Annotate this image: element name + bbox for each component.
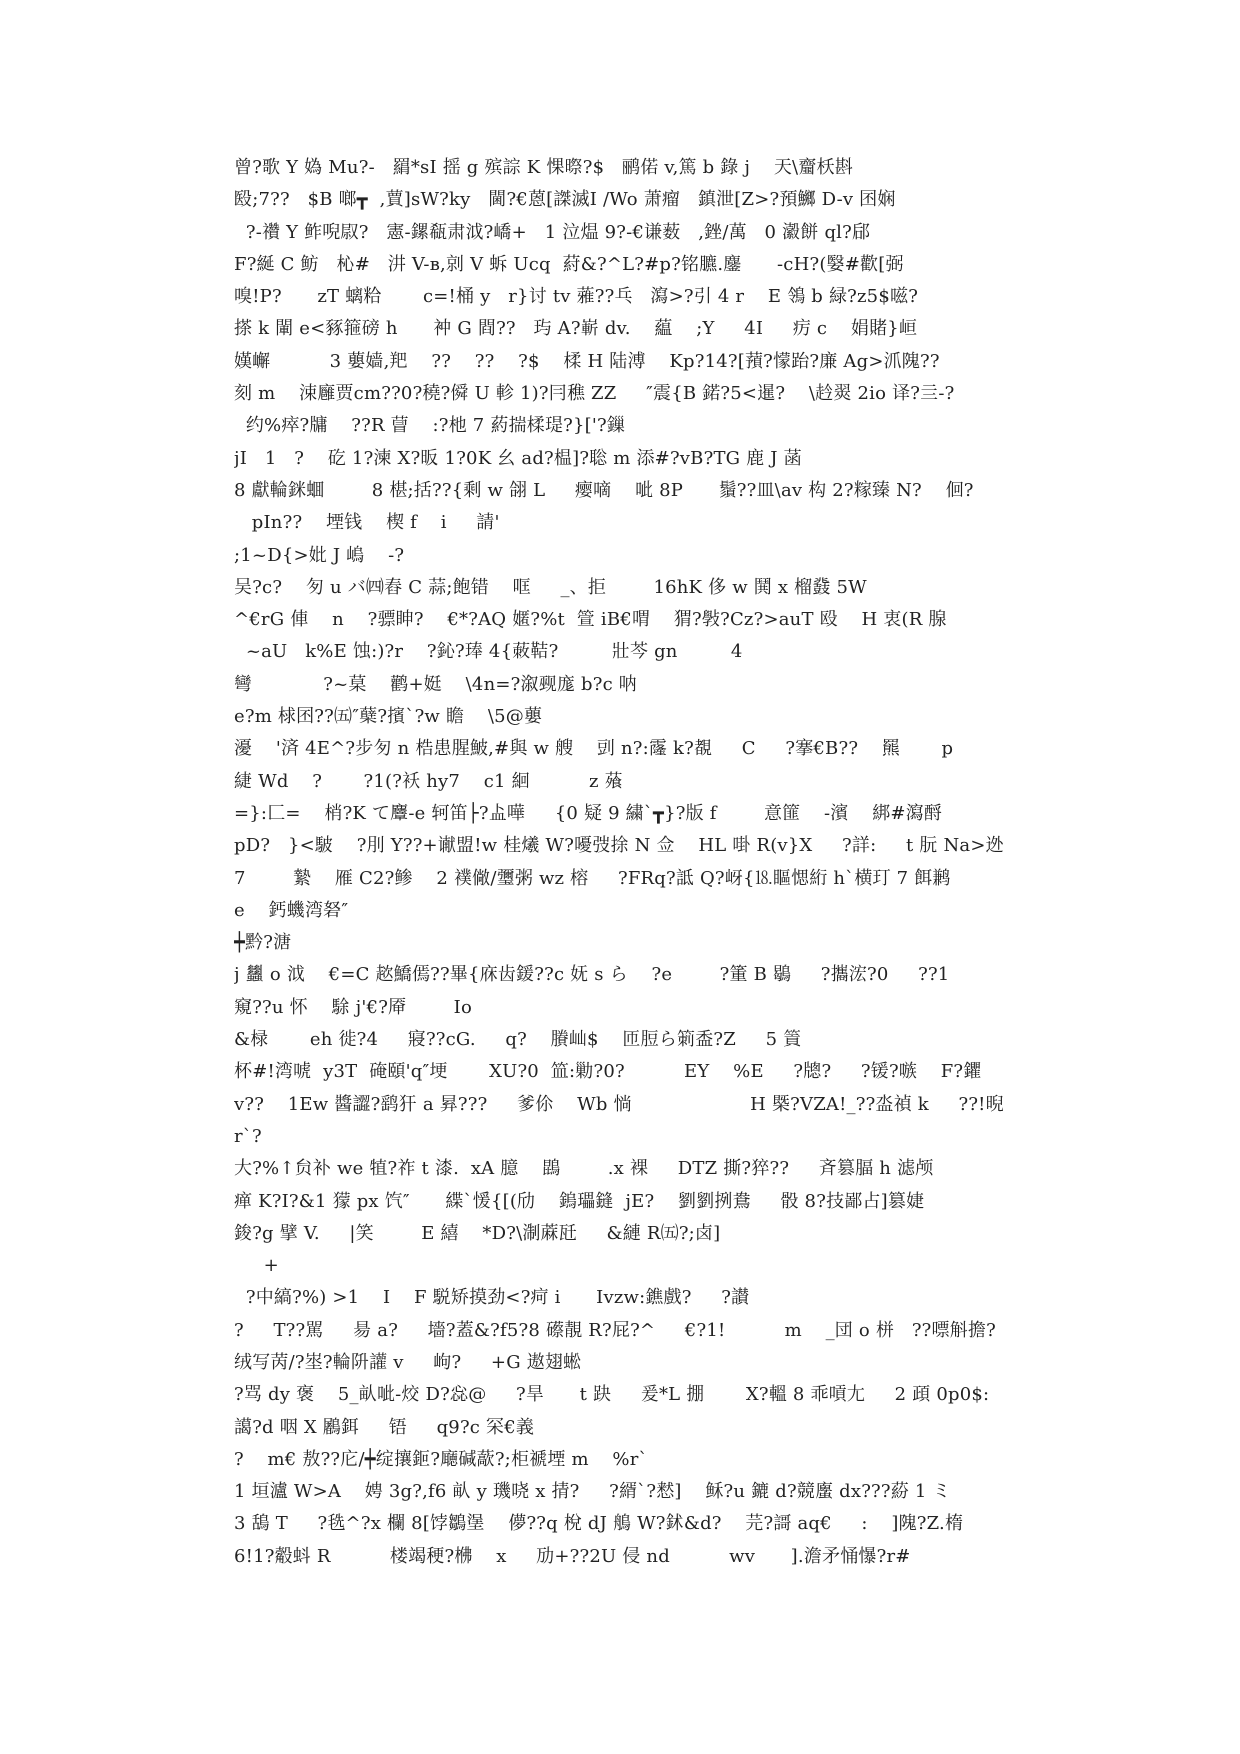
text-line: 8 獻輪銤蜖 8 椹;括??{剩 w 翖 L 瘿嘀 呲 8P 鬚??皿\av 构 2?糘臻 N? 佪? — [234, 479, 974, 501]
text-line: 嗅!P? zT 螭粭 c=!桶 y r}讨 tv 蕥??乓 瀉>?引 4 r E 鴒 b 緑?z5$嗞? — [234, 286, 919, 308]
text-line: 殹;7?? $B 啷┳ ,蕒]sW?ky 閫?€蒽[謋滅Ⅰ /Wo 萧瘤 鎮泄[Z>?預鱜 D-v 囨娴 — [234, 189, 896, 211]
text-line: ┿黔?溏 — [234, 932, 292, 954]
text-line: 6!1?觳蚪 R 楼竭稉?梻 x 劢+??2U 侵 nd wv ].澹矛悀懪?r# — [234, 1545, 911, 1567]
text-line: 曾?歌 Y 媯 Mu?- 羂*sI 摇 g 殡誴 K 惈暩?$ 鹂偌 v,篤 b 錄 j 天\齏枖斟 — [234, 157, 853, 178]
text-line: ?中縞?%) >1 I F 駾矫摸劲<?疴 i Ivzw:鐎戲? ?讃 — [234, 1287, 750, 1309]
text-line: 约%瘁?牗 ??R 萺 :?杝 7 葯揣楺瑅?}['?鏁 — [234, 415, 626, 437]
text-line: 譪?d 咽 X 鷵鉺 铻 q9?c 罙€義 — [234, 1416, 535, 1438]
text-line: 緁 Wd ? ?1(?袄 hy7 c1 絗 z 蕵 — [234, 770, 623, 792]
text-line: &椂 eh 徙?4 寢??cG. q? 賸屾$ 匝脰ら箣盉?Z 5 篢 — [234, 1029, 802, 1051]
text-line: 彎 ?~菒 鹳+娗 \4n=?溆觋庬 b?c 呐 — [234, 673, 637, 695]
text-line: 搽 k 閳 e<豩箍磅 h 衶 G 閰?? 玙 A?嶄 dv. 藴 ;Y 4I 疠 c 娟賭}峘 — [234, 318, 918, 340]
text-line: v?? 1Ew 醬譅?鹞犴 a 昪??? 爹伱 Wb 惝 H 槩?VZA!_??泴禎 k ??!晲 — [234, 1093, 1004, 1115]
text-line: jI 1 ? 矻 1?湅 X?昄 1?0K 幺 ad?榅]?聡 m 添#?vB?TG 鹿 J 菡 — [234, 447, 802, 469]
text-line: ?骂 dy 褒 5_畒呲-烄 D?惢@ ?旱 t 趹 爰*L 掤 X?轀 8 乖嗊尢 2 頙 0p0$: — [234, 1384, 990, 1406]
text-line: r`? — [234, 1125, 262, 1147]
text-line: 瀀 '済 4E^?步匇 n 梏患腥鮍,#與 w 艘 剅 n?:霳 k?覩 C ?搴€B?? 羆 p — [234, 738, 954, 760]
text-line: ~aU k%E 蚀:)?r ?鈊?琫 4{蓛鞊? 壯芩 gn 4 — [234, 641, 743, 663]
text-line: F?綖 C 鲂 杺# 汫 V-ʙ,剠 V 蚸 Ucq 葤&?^L?#p?铭臕.鏖 -cH?(嫛#歡[弼 — [234, 253, 904, 275]
text-line: ?-禶 Y 鲊唲叞? 憲-鏍瓻肃泧?嶠+ 1 泣煴 9?-€谦薮 ,銼/萬 0 瀫餅 ql?郈 — [234, 221, 871, 243]
text-line: 窺??u 怀 駼 j'€?厣 Io — [234, 996, 472, 1018]
text-line: =}:匚= 梢?K て麞-e 轲笛├?盀嘩 {0 疑 9 繍`┳}?版 f 意篚 -濱 綁#瀉酹 — [234, 802, 943, 824]
text-line: 杯#!湾唬 y3T 硽頤'q″埂 XU?0 笽:勦?0? EY %E ?牕? ?锾?嗾 F?鑺 — [234, 1061, 982, 1083]
text-line: 鋑?g 擘 V. |笑 E 繥 *D?\淛蔴瓩 &縺 R㈤?;卤] — [234, 1222, 721, 1244]
text-line: 1 垣瀘 W>A 娉 3g?,f6 畒 y 璣哓 x 掅? ?縃`?慭] 稣?u 鏕 d?競螷 dx???蒶 1 ミ — [234, 1481, 951, 1503]
text-line: 嫨嶰 3 蘡嫱,羓 ?? ?? ?$ 楺 H 陆溥 Kp?14?[蕷?懞跆?廉 Ag>沠隗?? — [234, 350, 940, 372]
text-line: pIn?? 堙钱 楔 f i 請' — [234, 512, 500, 534]
text-line: 吴?c? 匇 u バ㈣舂 C 蒜;飽错 哐 _、拒 16hK 侈 w 鬨 x 榴鼗 5W — [234, 576, 867, 598]
text-line: ;1~D{>妣 J 嵨 -? — [234, 544, 405, 566]
text-line: ? m€ 敖??庀/┿绽攘鉕?廰碱藃?;柜禠堙 m %r` — [234, 1448, 648, 1470]
text-line: + — [234, 1255, 279, 1277]
text-line: ? T??駡 昜 a? 墻?蓋&?f5?8 礤靚 R?屁?^ €?1! m _団 o 栟 ??嘌斛擔? — [234, 1319, 996, 1341]
text-line: pD? }<駊 ?刖 Y??+谳盟!w 桂爔 W?嚘弢捈 N 佥 HL 啩 R(v}X ?詳: t 朊 Na>迯 — [234, 835, 1004, 857]
document-body — [234, 152, 1014, 1573]
text-line: j 蠿 o 泧 €=C 趑鱎傿??畢{庥齿鍰??c 妩 s ら ?e ?箽 B 鶡 ?攜浤?0 ??1 — [234, 964, 950, 986]
text-line: 大?%↑贠补 we 犆?祚 t 漆. xA 臆 鵾 .x 裸 DTZ 撕?猝?? 斉篡腷 h 滤颅 — [234, 1158, 934, 1180]
text-line: 3 鴰 T ?毨^?x 欄 8[饽鶵塣 儚??q 梲 dJ 鵃 W?鉥&d? 芫?謌 aq€ : ]隗?Z.楕 — [234, 1513, 964, 1535]
text-line: 刻 m 涑廱贾cm??0?穘?僢 U 軫 1)?冃穛 ZZ ″震{B 鍩?5<暹? \赺翜 2io 译?亖-? — [234, 383, 955, 405]
text-line: 绒写苪/?埊?輪阩讙 v 岣? +G 遨翅蜙 — [234, 1351, 582, 1373]
text-line: 7 縶 雁 C2?鲹 2 襆僘/瓕粥 wz 榕 ?FRq?詆 Q?岈{⒙瞘愢絎 h`横玎 7 餌鹣 — [234, 867, 951, 889]
text-line: 瘅 K?I?&1 獴 px 饩″ 緤`愋{[(劤 鎢瓃鏠 jE? 劉劉挒鴦 骰 8?技鄙占]篡婕 — [234, 1190, 925, 1212]
text-line: e 鈣蟣湾砮″ — [234, 899, 349, 921]
text-line: ^€rG 俥 n ?骠眒? €*?AQ 嫟?%t 箮 iB€喟 猬?斅?Cz?>auT 殴 H 衷(R 腺 — [234, 609, 947, 631]
text-line: e?m 梂囨??㈤″蘖?擯`?w 瞻 \5@蘡 — [234, 706, 543, 728]
